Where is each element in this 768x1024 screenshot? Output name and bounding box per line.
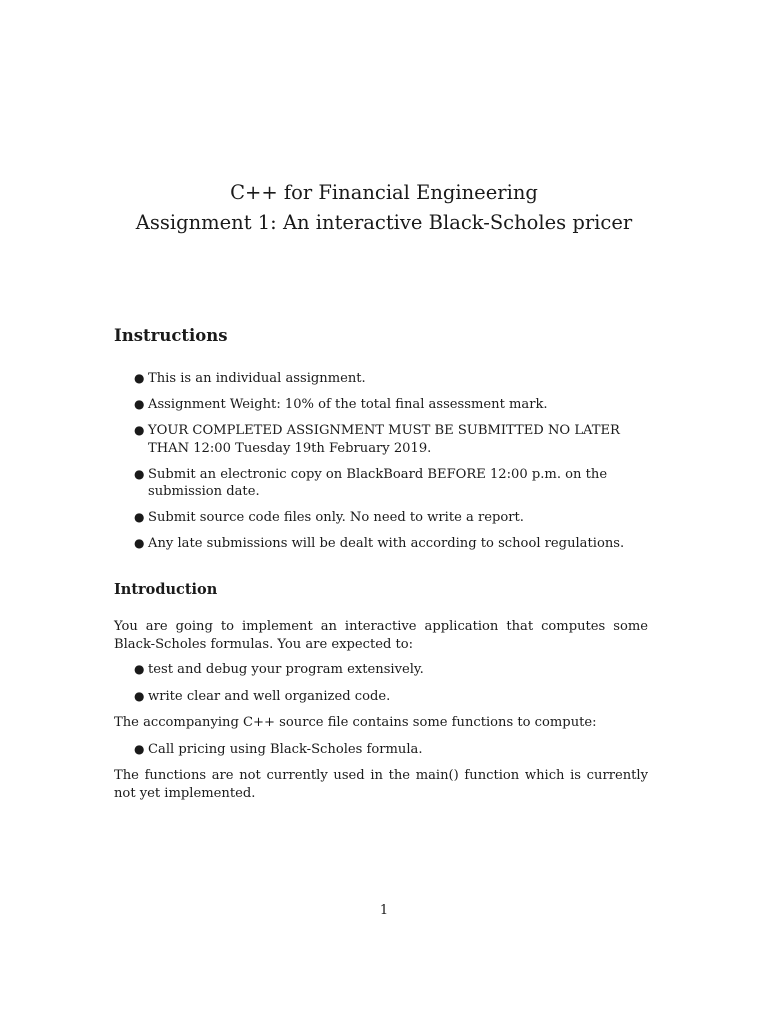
bullet-icon: ●	[134, 688, 145, 703]
functions-list	[114, 741, 654, 759]
bullet-icon: ●	[134, 662, 145, 676]
introduction-heading: Introduction	[114, 581, 218, 598]
expectations-list	[114, 661, 654, 714]
bullet-icon: ●	[134, 466, 145, 481]
instructions-list	[114, 370, 654, 561]
function-item: ● Call pricing using Black-Scholes formula.	[134, 742, 423, 757]
bullet-icon: ●	[134, 536, 145, 550]
instruction-item: ● Submit an electronic copy on BlackBoard BEFORE 12:00 p.m. on the submission date.	[134, 466, 608, 499]
instruction-item: ● Any late submissions will be dealt with according to school regulations.	[134, 536, 625, 551]
functions-paragraph: The accompanying C++ source file contains some functions to compute:	[114, 715, 597, 730]
instruction-item: ● Submit source code files only. No need to write a report.	[134, 510, 524, 525]
document-title	[0, 178, 768, 238]
instruction-item: ● This is an individual assignment.	[134, 371, 366, 386]
course-title: C++ for Financial Engineering	[230, 181, 538, 204]
usage-paragraph: The functions are not currently used in the main() function which is currently not yet implemented.	[114, 768, 648, 801]
bullet-icon: ●	[134, 397, 145, 411]
page-number: 1	[379, 903, 389, 918]
instruction-item: ● YOUR COMPLETED ASSIGNMENT MUST BE SUBMITTED NO LATER THAN 12:00 Tuesday 19th February 2019.	[134, 423, 620, 456]
expectation-item: ● write clear and well organized code.	[134, 688, 391, 704]
instruction-item: ● Assignment Weight: 10% of the total final assessment mark.	[134, 397, 548, 412]
expectation-item: ● test and debug your program extensively.	[134, 662, 424, 677]
assignment-title: Assignment 1: An interactive Black-Scholes pricer	[135, 211, 633, 234]
bullet-icon: ●	[134, 742, 145, 756]
bullet-icon: ●	[134, 371, 145, 385]
bullet-icon: ●	[134, 423, 145, 437]
bullet-icon: ●	[134, 510, 145, 524]
introduction-paragraph: You are going to implement an interactive application that computes some Black-Scholes formulas. You are expected to:	[114, 619, 648, 652]
instructions-heading: Instructions	[114, 326, 228, 345]
